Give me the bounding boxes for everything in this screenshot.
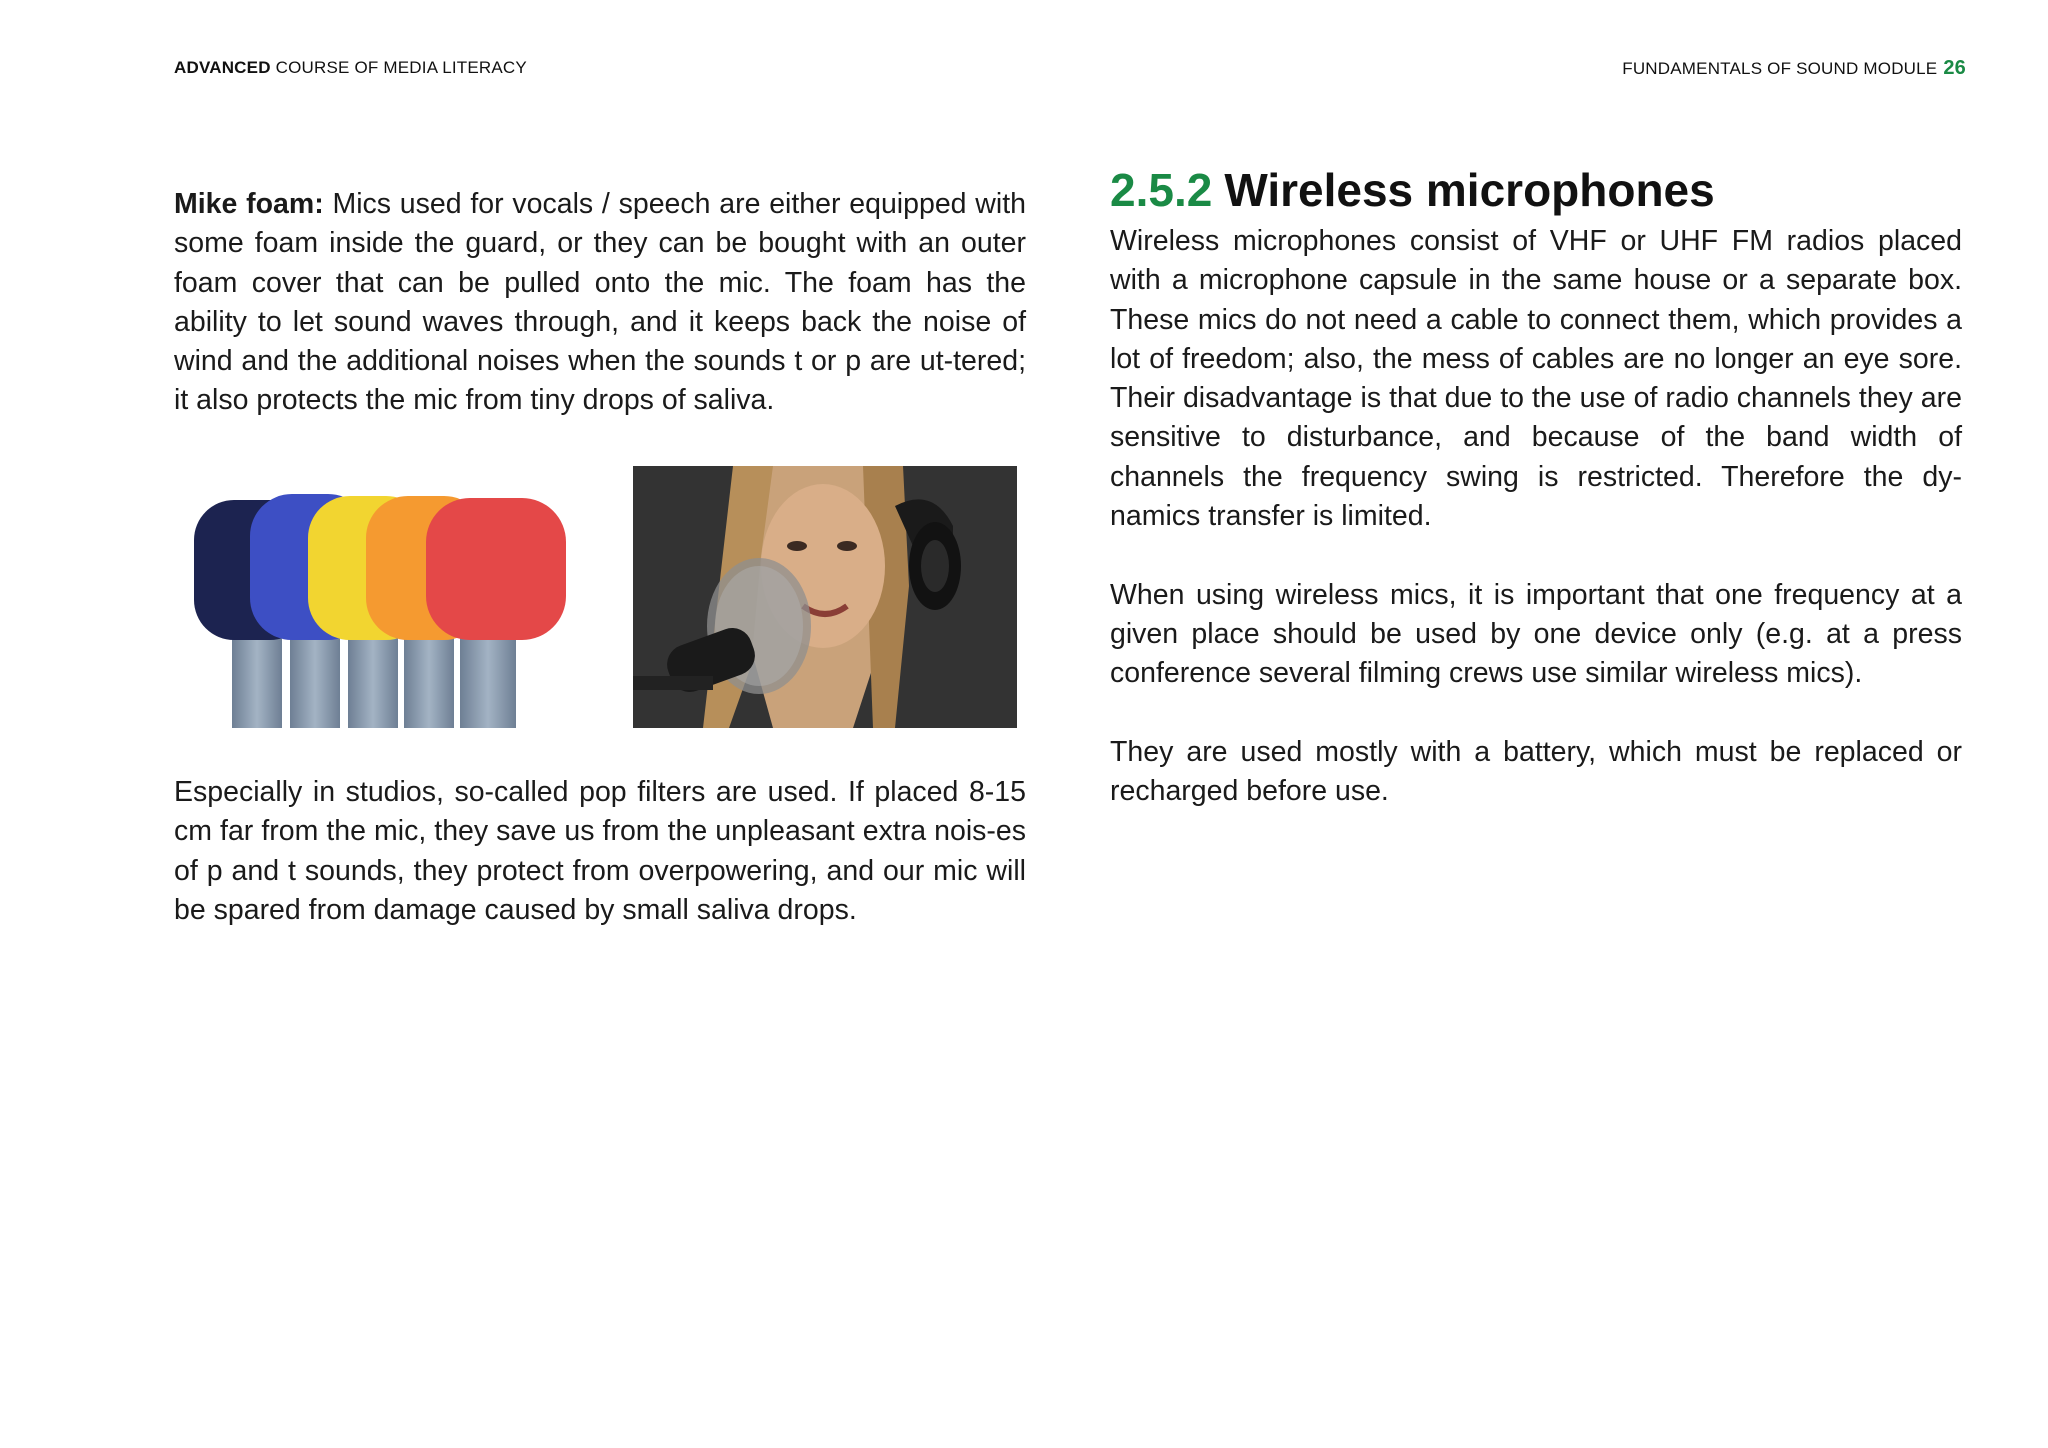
left-column-top — [174, 185, 1026, 421]
wireless-intro-paragraph: Wireless microphones consist of VHF or UHF FM radios placed with a microphone capsule in the same house or a separate box. These mics do not need a cable to connect them, which provides a lot of freedom; also, the mess of cables are no longer an eye sore. Their disadvantage is that due to the use of radio channels they are sensitive to disturbance, and because of the band width of channels the frequency swing is restricted. Therefore the dy-namics transfer is limited. — [1110, 225, 1962, 533]
running-header-left — [174, 58, 527, 78]
pop-filter-paragraph: Especially in studios, so-called pop filters are used. If placed 8-15 cm far from the mic, they save us from the unpleasant extra nois-es of p and t sounds, they protect from overpowering, and our mic will be spared from damage caused by small saliva drops. — [174, 776, 1026, 926]
section-title: Wireless microphones — [1224, 164, 1715, 216]
frequency-paragraph: When using wireless mics, it is important that one frequency at a given place should be used by one device only (e.g. at a press conference several filming crews use similar wireless mics). — [1110, 578, 1962, 690]
section-heading — [1110, 164, 1962, 216]
page-number: 26 — [1943, 57, 1966, 79]
running-header-right — [1622, 57, 1966, 80]
left-column-bottom — [174, 773, 1026, 930]
header-course-rest: COURSE OF MEDIA LITERACY — [270, 58, 527, 77]
singer-pop-filter-photo — [633, 466, 1017, 728]
header-course-bold: ADVANCED — [174, 58, 271, 77]
image-row — [174, 466, 1026, 728]
foam-body-text: Mics used for vocals / speech are either equipped with some foam inside the guard, or they can be bought with an outer foam cover that can be pulled onto the mic. The foam has the ability to let sound waves through, and it keeps back the noise of wind and the additional noises when the sounds t or p are ut-tered; it also protects the mic from tiny drops of saliva. — [174, 188, 1026, 417]
section-number: 2.5.2 — [1110, 164, 1213, 216]
foam-paragraph — [174, 185, 1026, 421]
foam-lead-term: Mike foam: — [174, 188, 324, 220]
mic-foam-covers-image — [194, 480, 572, 728]
battery-paragraph: They are used mostly with a battery, which must be replaced or recharged before use. — [1110, 735, 1962, 808]
header-module-title: FUNDAMENTALS OF SOUND MODULE — [1622, 59, 1938, 78]
right-column — [1110, 164, 1962, 811]
